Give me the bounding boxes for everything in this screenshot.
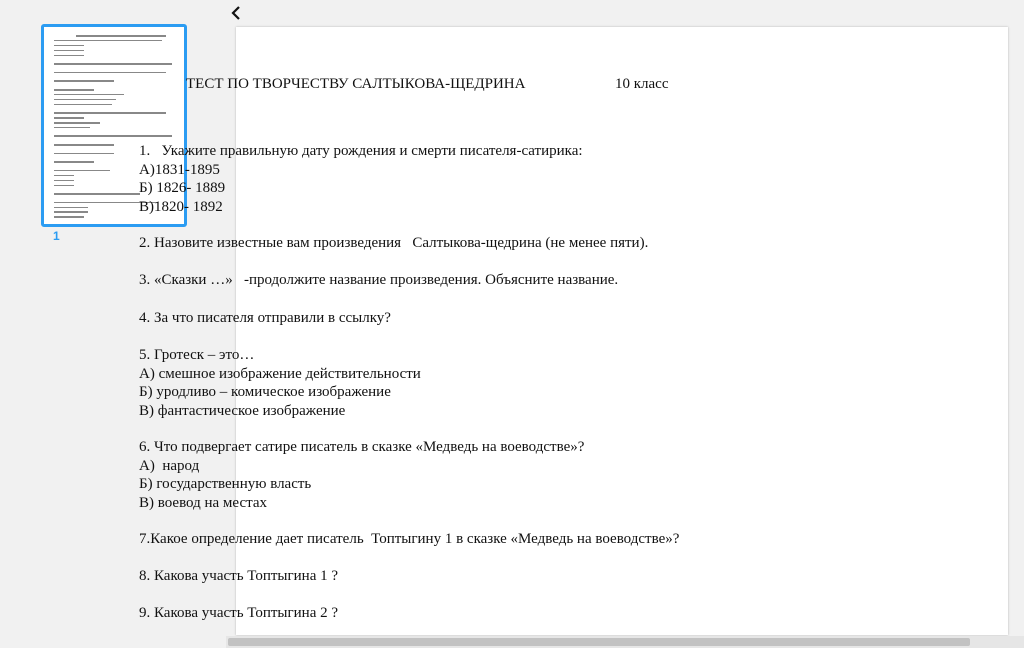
answer-option: Б) государственную власть <box>139 476 312 492</box>
question-6 <box>139 438 759 512</box>
answer-option: А) народ <box>139 457 200 474</box>
question-text: 7.Какое определение дает писатель Топтыгину 1 в сказке «Медведь на воеводстве»? <box>139 531 680 547</box>
question-text: 6. Что подвергает сатире писатель в сказке «Медведь на воеводстве»? <box>139 439 585 455</box>
answer-option: Б) уродливо – комическое изображение <box>139 384 391 400</box>
answer-option: А)1831-1895 <box>139 161 220 178</box>
thumbnail-page-number: 1 <box>53 229 60 243</box>
document-title: ТЕСТ ПО ТВОРЧЕСТВУ САЛТЫКОВА-ЩЕДРИНА <box>186 76 526 92</box>
answer-option: В) воевод на местах <box>139 494 268 511</box>
question-text: 5. Гротеск – это… <box>139 347 255 363</box>
grade-label: 10 класс <box>615 76 669 92</box>
question-1 <box>139 142 759 216</box>
question-text: 9. Какова участь Топтыгина 2 ? <box>139 605 339 621</box>
question-7 <box>139 530 759 549</box>
vertical-scrollbar[interactable] <box>1012 0 1024 636</box>
horizontal-scrollbar[interactable] <box>226 636 1024 648</box>
horizontal-scrollbar-thumb[interactable] <box>228 638 970 646</box>
answer-option: Б) 1826- 1889 <box>139 180 226 196</box>
question-8 <box>139 567 759 586</box>
question-4 <box>139 309 759 328</box>
answer-option: В) фантастическое изображение <box>139 402 346 419</box>
answer-option: В)1820- 1892 <box>139 198 223 215</box>
document-title-row <box>186 76 686 93</box>
question-5 <box>139 346 759 420</box>
question-text: 8. Какова участь Топтыгина 1 ? <box>139 568 339 584</box>
question-3 <box>139 271 759 290</box>
back-button[interactable] <box>226 3 246 23</box>
question-text: 3. «Сказки …» -продолжите название произведения. Объясните название. <box>139 272 619 288</box>
chevron-left-icon <box>230 6 242 20</box>
question-text: 1. Укажите правильную дату рождения и смерти писателя-сатирика: <box>139 143 583 159</box>
question-text: 4. За что писателя отправили в ссылку? <box>139 310 391 326</box>
question-text: 2. Назовите известные вам произведения Салтыкова-щедрина (не менее пяти). <box>139 235 649 251</box>
answer-option: А) смешное изображение действительности <box>139 365 421 382</box>
question-9 <box>139 604 759 623</box>
question-2 <box>139 234 759 253</box>
